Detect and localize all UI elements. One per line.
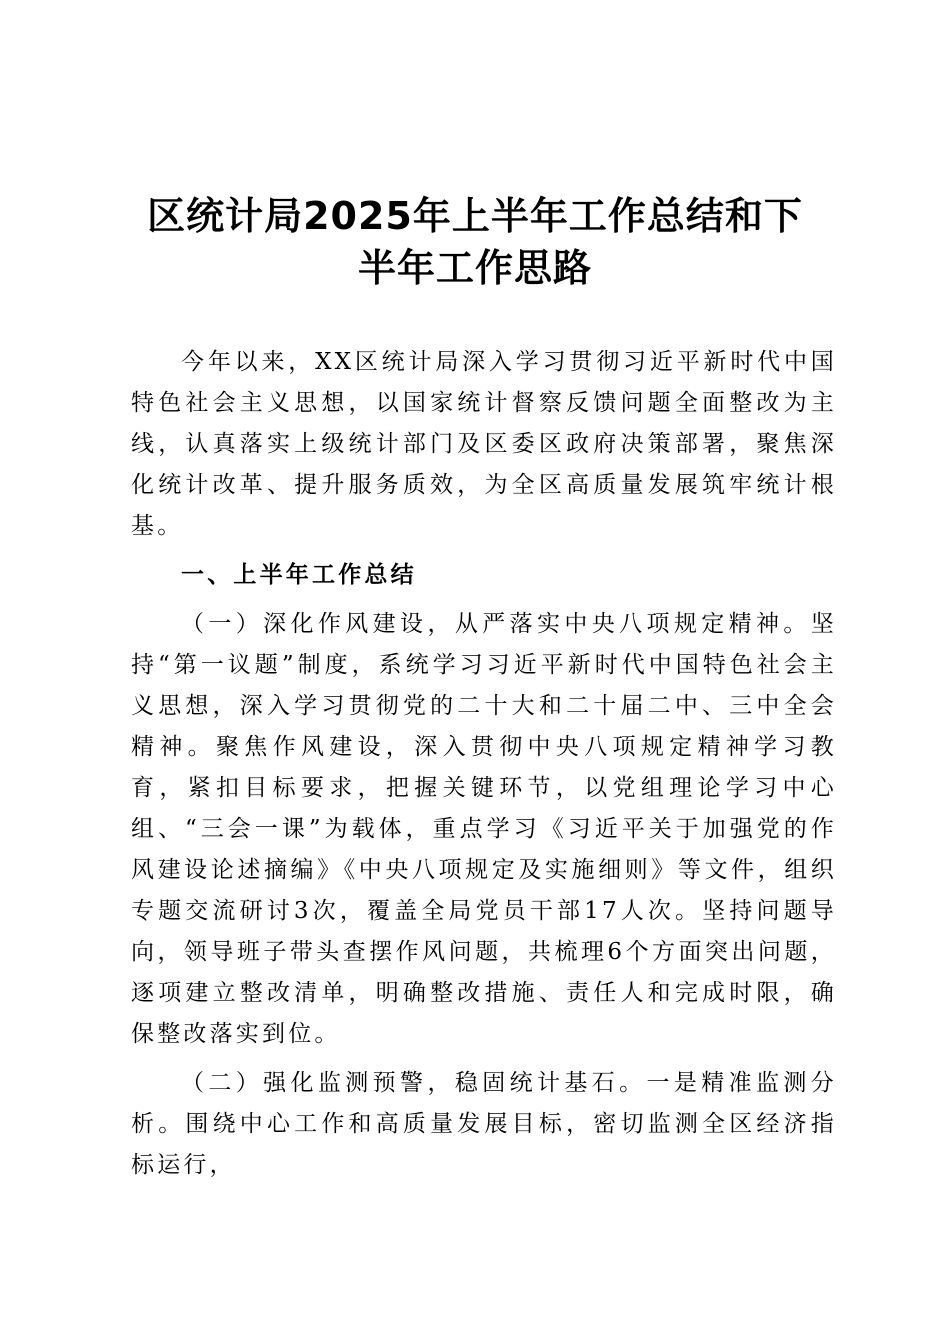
paragraph-1: （一）深化作风建设，从严落实中央八项规定精神。坚持“第一议题”制度，系统学习习近平新时代中国特色社会主义思想，深入学习贯彻党的二十大和二十届二中、三中全会精神。聚焦作风建设，深入贯彻中央八项规定精神学习教育，紧扣目标要求，把握关键环节，以党组理论学习中心组、“三会一课”为载体，重点学习《习近平关于加强党的作风建设论述摘编》《中央八项规定及实施细则》等文件，组织专题交流研讨3次，覆盖全局党员干部17人次。坚持问题导向，领导班子带头查摆作风问题，共梳理6个方面突出问题，逐项建立整改清单，明确整改措施、责任人和完成时限，确保整改落实到位。 xyxy=(131,611,837,1047)
title-line-2: 半年工作思路 xyxy=(357,246,592,290)
document-body xyxy=(131,342,837,1186)
section-heading-1: 一、上半年工作总结 xyxy=(181,562,417,588)
paragraph-2: （二）强化监测预警，稳固统计基石。一是精准监测分析。围绕中心工作和高质量发展目标，密切监测全区经济指标运行， xyxy=(131,1070,837,1178)
intro-paragraph: 今年以来，XX区统计局深入学习贯彻习近平新时代中国特色社会主义思想，以国家统计督察反馈问题全面整改为主线，认真落实上级统计部门及区委区政府决策部署，聚焦深化统计改革、提升服务质效，为全区高质量发展筑牢统计根基。 xyxy=(131,349,837,539)
document-title xyxy=(100,190,850,294)
title-line-1: 区统计局2025年上半年工作总结和下 xyxy=(147,194,803,238)
